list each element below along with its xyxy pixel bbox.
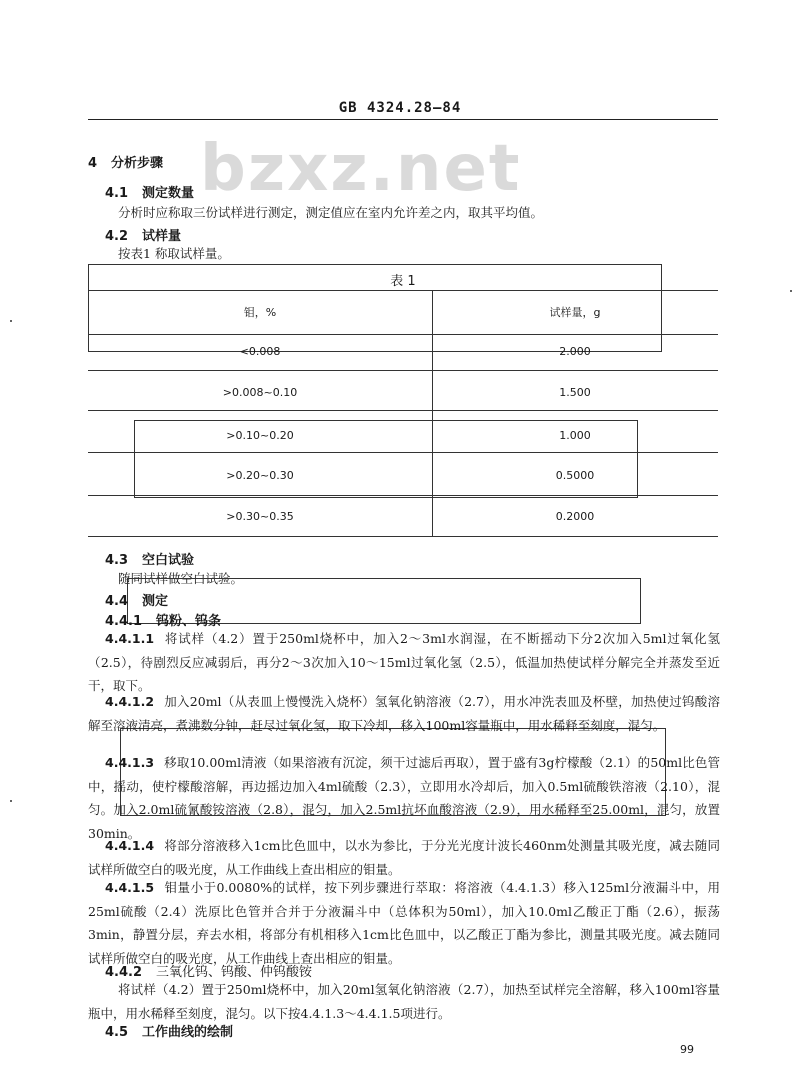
header-rule <box>88 119 718 120</box>
table-cell: >0.10~0.20 <box>226 429 294 442</box>
table-caption: 表 1 <box>390 274 416 289</box>
paragraph-4-4-1-2 <box>88 690 720 737</box>
table-cell: >0.008~0.10 <box>222 386 298 399</box>
section-number: 4.1 <box>105 186 129 201</box>
scan-speck <box>10 320 12 322</box>
table-bottom-rule <box>88 536 718 537</box>
paragraph-number: 4.4.1.4 <box>105 838 155 853</box>
paragraph-text: 钼量小于0.0080%的试样，按下列步骤进行萃取：将溶液（4.4.1.3）移入125ml分液漏斗中，用25ml硫酸（2.4）洗原比色管并合并于分液漏斗中（总体积为50ml），加入10.0ml乙酸正丁酯（2.6），振荡3min，静置分层，弃去水相，将部分有机相移入1cm比色皿中，以乙酸正丁酯为参比，测量其吸光度。减去随同试样所做空白的吸光度，从工作曲线上查出相应的钼量。 <box>88 880 720 966</box>
table-cell: >0.20~0.30 <box>226 469 294 482</box>
section-title: 测定 <box>142 594 169 609</box>
table-row-rule <box>88 452 718 453</box>
section-4-2-text: 按表1 称取试样量。 <box>118 246 230 261</box>
section-number: 4.4.2 <box>105 965 143 980</box>
section-4-4-heading <box>105 590 168 609</box>
paragraph-number: 4.4.1.3 <box>105 755 155 770</box>
section-title: 试样量 <box>142 229 182 244</box>
section-title: 分析步骤 <box>111 156 164 171</box>
paragraph-text: 加入20ml（从表皿上慢慢洗入烧杯）氢氧化钠溶液（2.7），用水冲洗表皿及杯壁，加热使过钨酸溶解至溶液清亮，煮沸数分钟，赶尽过氧化氢，取下冷却，移入100ml容量瓶中，用水稀释至刻度，混匀。 <box>88 694 720 733</box>
section-number: 4.4.1 <box>105 614 143 629</box>
table-row-rule <box>88 495 718 496</box>
table-header-mass: 试样量，g <box>549 306 601 319</box>
section-4-2-heading <box>105 225 181 244</box>
section-4-5-heading <box>105 1021 233 1040</box>
section-number: 4.3 <box>105 553 129 568</box>
section-4-1-heading <box>105 182 194 201</box>
paragraph-4-4-1-4 <box>88 834 720 881</box>
table-header-mo: 钼，% <box>243 306 277 319</box>
section-title: 空白试验 <box>142 553 195 568</box>
paragraph-number: 4.4.1.5 <box>105 880 155 895</box>
table-row-rule <box>88 410 718 411</box>
paragraph-text: 移取10.00ml清液（如果溶液有沉淀，须干过滤后再取），置于盛有3g柠檬酸（2.1）的50ml比色管中，摇动，使柠檬酸溶解，再边摇边加入4ml硫酸（2.3），立即用水冷却后，加入0.5ml硫酸铁溶液（2.10），混匀。加入2.0ml硫氰酸铵溶液（2.8），混匀，加入2.5ml抗坏血酸溶液（2.9），用水稀释至25.00ml，混匀，放置30min。 <box>88 755 720 841</box>
section-number: 4.5 <box>105 1025 129 1040</box>
paragraph-4-4-1-5 <box>88 876 720 970</box>
scan-speck <box>10 800 12 802</box>
paragraph-number: 4.4.1.1 <box>105 631 155 646</box>
table-cell: 0.2000 <box>555 510 595 523</box>
section-4-3-text: 随同试样做空白试验。 <box>118 571 244 586</box>
paragraph-number: 4.4.1.2 <box>105 694 155 709</box>
section-number: 4.4 <box>105 594 129 609</box>
table-cell: >0.30~0.35 <box>226 510 294 523</box>
page-number: 99 <box>680 1043 694 1056</box>
section-title: 测定数量 <box>142 186 195 201</box>
paragraph-4-4-1-3 <box>88 751 720 845</box>
section-title: 钨粉、钨条 <box>156 614 222 629</box>
section-title: 三氧化钨、钨酸、仲钨酸铵 <box>156 965 313 980</box>
table-header-rule <box>88 334 718 335</box>
paragraph-text: 将试样（4.2）置于250ml烧杯中，加入2～3ml水润湿，在不断摇动下分2次加入5ml过氧化氢（2.5），待剧烈反应减弱后，再分2～3次加入10～15ml过氧化氢（2.5），低温加热使试样分解完全并蒸发至近干，取下。 <box>88 631 720 694</box>
table-top-rule <box>88 290 718 291</box>
scan-speck <box>790 290 792 292</box>
section-4-3-heading <box>105 549 194 568</box>
table-cell: 0.5000 <box>555 469 595 482</box>
table-column-divider <box>432 290 433 536</box>
section-number: 4.2 <box>105 229 129 244</box>
section-4-1-text: 分析时应称取三份试样进行测定，测定值应在室内允许差之内，取其平均值。 <box>118 205 544 220</box>
standard-header: GB 4324.28—84 <box>338 100 462 116</box>
paragraph-text: 将部分溶液移入1cm比色皿中，以水为参比，于分光光度计波长460nm处测量其吸光度，减去随同试样所做空白的吸光度，从工作曲线上查出相应的钼量。 <box>88 838 720 877</box>
section-number: 4 <box>88 156 98 171</box>
section-4-heading <box>88 152 163 171</box>
watermark: bzxz.net <box>200 132 522 206</box>
paragraph-4-4-2: 将试样（4.2）置于250ml烧杯中，加入20ml氢氧化钠溶液（2.7），加热至试样完全溶解，移入100ml容量瓶中，用水稀释至刻度，混匀。以下按4.4.1.3～4.4.1.5项进行。 <box>88 982 720 1021</box>
section-title: 工作曲线的绘制 <box>142 1025 234 1040</box>
table-cell: 2.000 <box>559 345 591 358</box>
table-row-rule <box>88 370 718 371</box>
table-cell: 1.500 <box>559 386 591 399</box>
table-cell: <0.008 <box>239 345 281 358</box>
table-cell: 1.000 <box>559 429 591 442</box>
paragraph-4-4-1-1 <box>88 627 720 698</box>
